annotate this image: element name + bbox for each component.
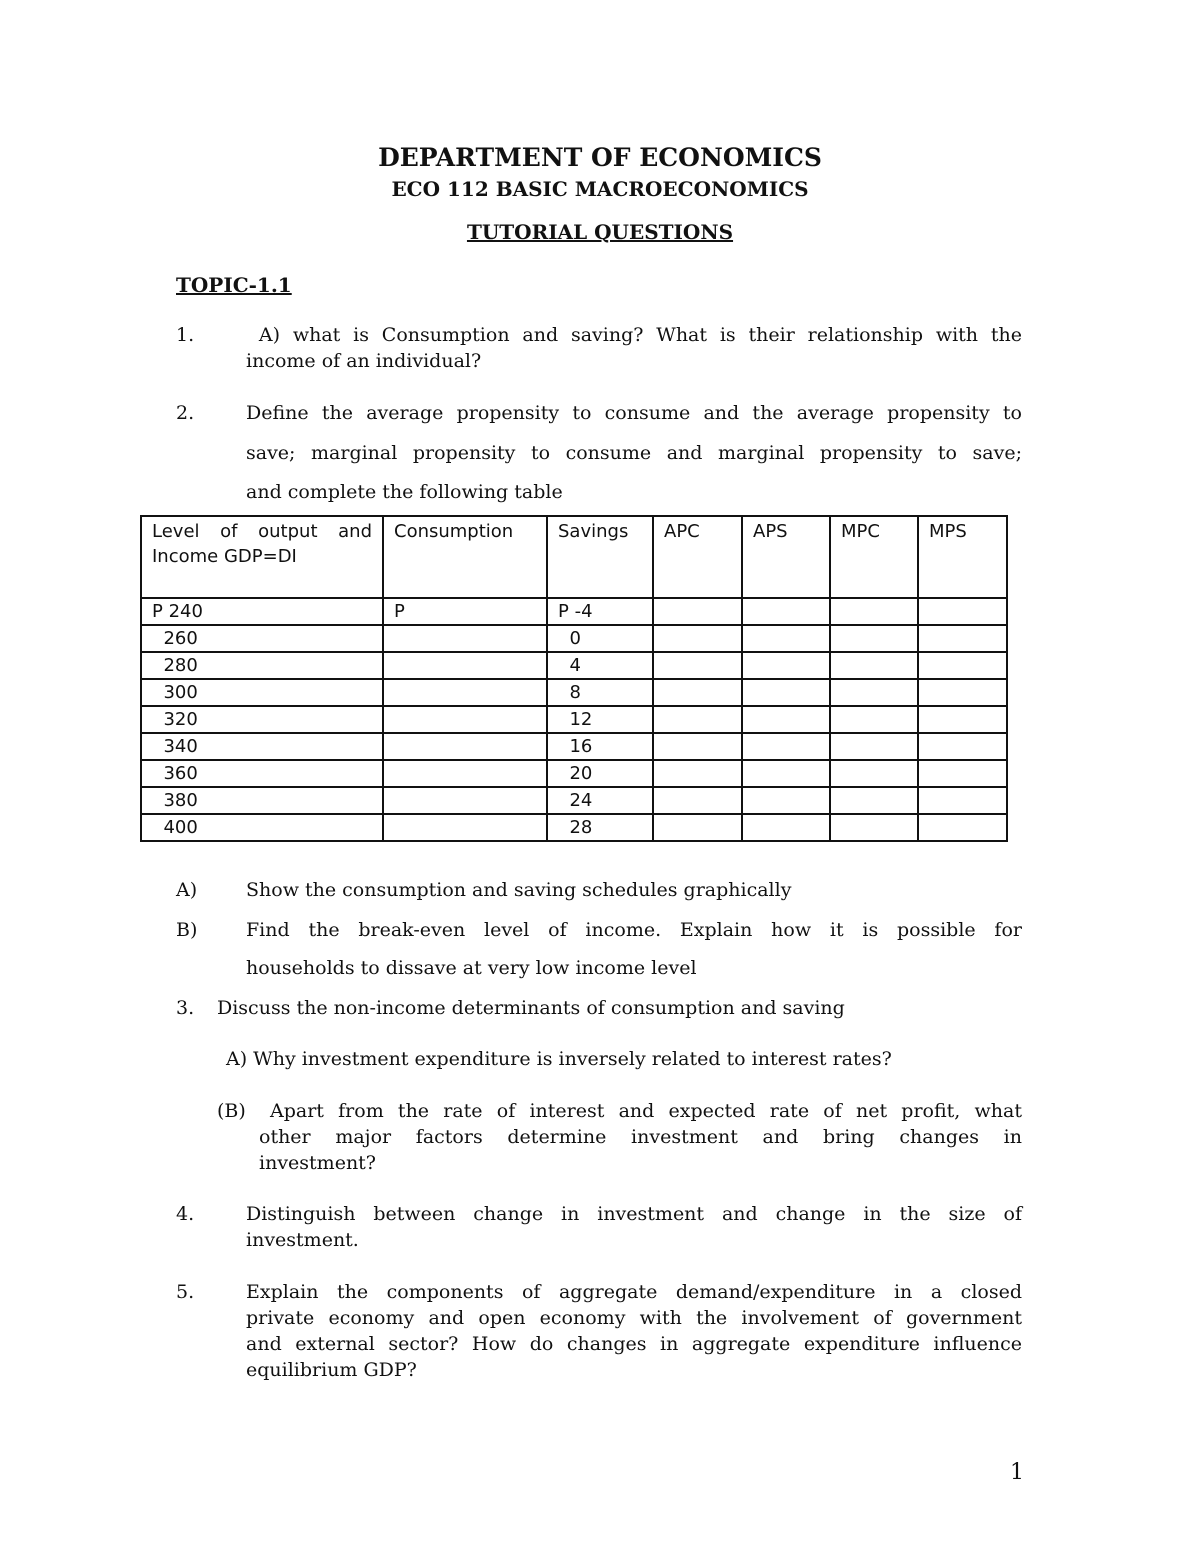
col-header-aps: APS	[742, 516, 830, 598]
cell-mps	[918, 733, 1007, 760]
table-row	[141, 625, 1007, 652]
q3-part-b-line2: other major factors determine investment and bring changes in	[259, 1126, 1022, 1148]
cell-aps	[742, 625, 830, 652]
cell-mps	[918, 814, 1007, 841]
cell-apc	[653, 679, 742, 706]
cell-income: 300	[141, 679, 383, 706]
cell-savings: 28	[547, 814, 653, 841]
q4-line2: investment.	[246, 1229, 359, 1251]
cell-mpc	[830, 760, 918, 787]
table-row	[141, 733, 1007, 760]
q4-number: 4.	[176, 1203, 195, 1225]
cell-mps	[918, 598, 1007, 625]
q1-number: 1.	[176, 324, 195, 346]
q2a-text: Show the consumption and saving schedules graphically	[246, 879, 792, 901]
cell-savings: 24	[547, 787, 653, 814]
cell-income: 340	[141, 733, 383, 760]
cell-income: P 240	[141, 598, 383, 625]
table-row	[141, 814, 1007, 841]
table-row	[141, 787, 1007, 814]
cell-income: 320	[141, 706, 383, 733]
col-header-savings: Savings	[547, 516, 653, 598]
table-row	[141, 598, 1007, 625]
q2-line3: and complete the following table	[246, 481, 563, 503]
cell-mpc	[830, 787, 918, 814]
cell-consumption	[383, 787, 547, 814]
cell-mpc	[830, 625, 918, 652]
q3-part-a: A) Why investment expenditure is inversely related to interest rates?	[226, 1048, 892, 1070]
cell-apc	[653, 814, 742, 841]
cell-consumption	[383, 679, 547, 706]
cell-consumption	[383, 814, 547, 841]
cell-mpc	[830, 814, 918, 841]
q5-line3: and external sector? How do changes in aggregate expenditure influence	[246, 1333, 1022, 1355]
cell-mps	[918, 679, 1007, 706]
cell-apc	[653, 733, 742, 760]
q2a-label: A)	[176, 879, 198, 901]
cell-apc	[653, 652, 742, 679]
q5-line4: equilibrium GDP?	[246, 1359, 417, 1381]
topic-heading: TOPIC-1.1	[176, 273, 292, 297]
cell-income: 360	[141, 760, 383, 787]
cell-savings: 8	[547, 679, 653, 706]
cell-savings: 12	[547, 706, 653, 733]
cell-aps	[742, 652, 830, 679]
cell-mpc	[830, 598, 918, 625]
q1-line2: income of an individual?	[246, 350, 482, 372]
cell-savings: 20	[547, 760, 653, 787]
cell-mps	[918, 706, 1007, 733]
cell-mps	[918, 760, 1007, 787]
q2-line2: save; marginal propensity to consume and marginal propensity to save;	[246, 442, 1022, 464]
propensity-table	[140, 515, 1008, 842]
cell-aps	[742, 787, 830, 814]
cell-mpc	[830, 733, 918, 760]
cell-apc	[653, 787, 742, 814]
cell-savings: 0	[547, 625, 653, 652]
q2b-line2: households to dissave at very low income level	[246, 957, 697, 979]
cell-consumption	[383, 706, 547, 733]
cell-mpc	[830, 679, 918, 706]
cell-income: 380	[141, 787, 383, 814]
department-heading: DEPARTMENT OF ECONOMICS	[378, 143, 822, 172]
cell-consumption	[383, 652, 547, 679]
cell-apc	[653, 760, 742, 787]
col-header-consumption: Consumption	[383, 516, 547, 598]
q2b-line1: Find the break-even level of income. Explain how it is possible for	[246, 919, 1022, 941]
cell-consumption	[383, 760, 547, 787]
page-number: 1	[1010, 1460, 1024, 1485]
col-header-mps: MPS	[918, 516, 1007, 598]
cell-apc	[653, 625, 742, 652]
table-row	[141, 679, 1007, 706]
q5-line2: private economy and open economy with the involvement of government	[246, 1307, 1022, 1329]
cell-savings: P -4	[547, 598, 653, 625]
q3-text: Discuss the non-income determinants of consumption and saving	[217, 997, 845, 1019]
cell-income: 280	[141, 652, 383, 679]
cell-aps	[742, 760, 830, 787]
cell-aps	[742, 598, 830, 625]
cell-mpc	[830, 706, 918, 733]
q1-line1: A) what is Consumption and saving? What is their relationship with the	[246, 324, 1022, 346]
cell-aps	[742, 706, 830, 733]
q2b-label: B)	[176, 919, 198, 941]
cell-consumption	[383, 625, 547, 652]
q5-line1: Explain the components of aggregate demand/expenditure in a closed	[246, 1281, 1022, 1303]
course-title: ECO 112 BASIC MACROECONOMICS	[391, 177, 809, 201]
q2-number: 2.	[176, 402, 195, 424]
cell-mps	[918, 652, 1007, 679]
col-header-income: Level of output and Income GDP=DI	[141, 516, 383, 598]
cell-savings: 4	[547, 652, 653, 679]
table-row	[141, 652, 1007, 679]
q4-line1: Distinguish between change in investment and change in the size of	[246, 1203, 1022, 1225]
cell-apc	[653, 598, 742, 625]
table-header-row	[141, 516, 1007, 598]
col-header-mpc: MPC	[830, 516, 918, 598]
col-header-apc: APC	[653, 516, 742, 598]
cell-income: 260	[141, 625, 383, 652]
cell-mps	[918, 787, 1007, 814]
cell-consumption	[383, 733, 547, 760]
cell-mpc	[830, 652, 918, 679]
q2-line1: Define the average propensity to consume and the average propensity to	[246, 402, 1022, 424]
cell-aps	[742, 679, 830, 706]
q3-part-b-label: (B)	[217, 1100, 246, 1122]
table-row	[141, 706, 1007, 733]
cell-consumption: P	[383, 598, 547, 625]
cell-savings: 16	[547, 733, 653, 760]
q3-part-b-line3: investment?	[259, 1152, 376, 1174]
q3-part-b-line1: Apart from the rate of interest and expected rate of net profit, what	[270, 1100, 1022, 1122]
cell-mps	[918, 625, 1007, 652]
q5-number: 5.	[176, 1281, 195, 1303]
table-row	[141, 760, 1007, 787]
cell-aps	[742, 814, 830, 841]
tutorial-questions-heading: TUTORIAL QUESTIONS	[466, 220, 734, 244]
cell-income: 400	[141, 814, 383, 841]
q3-number: 3.	[176, 997, 195, 1019]
cell-aps	[742, 733, 830, 760]
cell-apc	[653, 706, 742, 733]
